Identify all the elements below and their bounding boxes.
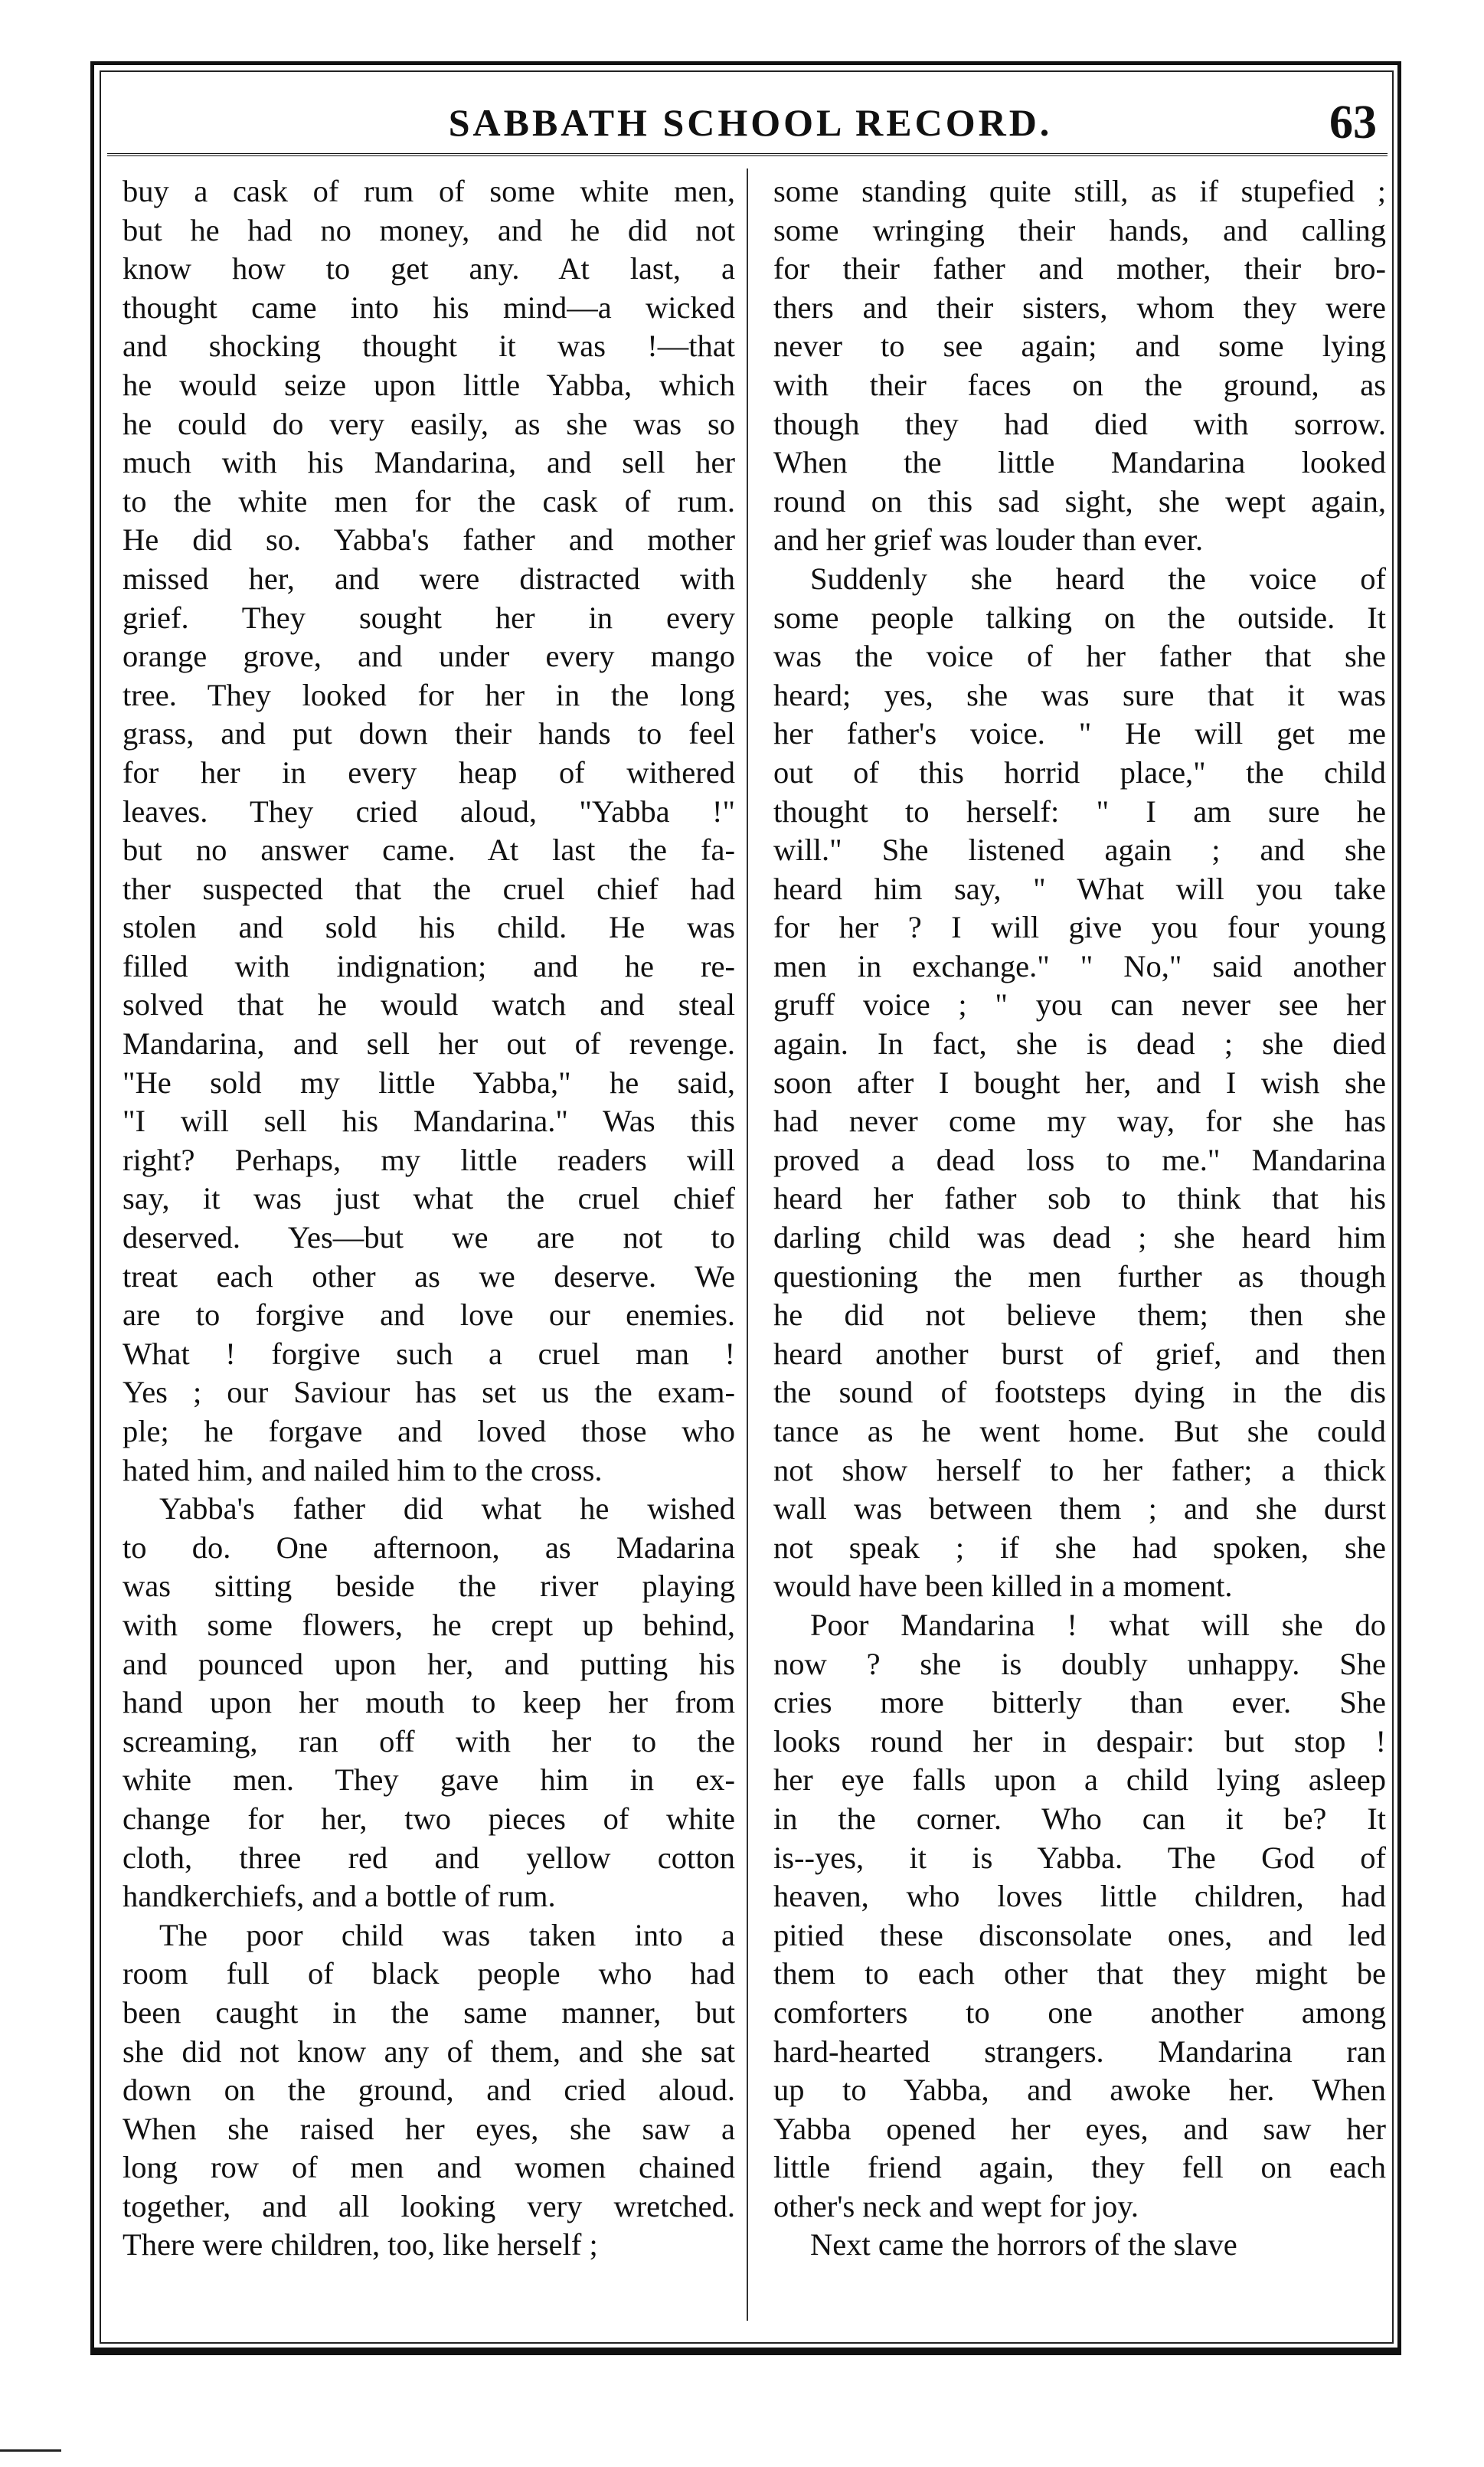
text-line: When she raised her eyes, she saw a: [123, 2111, 735, 2146]
text-line: other's neck and wept for joy.: [773, 2188, 1139, 2223]
text-line: she did not know any of them, and she sat: [123, 2033, 735, 2069]
text-line: some standing quite still, as if stupefied ;: [773, 174, 1386, 208]
text-line: Yes ; our Saviour has set us the exam-: [123, 1375, 735, 1410]
paragraph: [773, 560, 1386, 1606]
running-title: SABBATH SCHOOL RECORD.: [448, 101, 1053, 144]
text-line: hated him, and nailed him to the cross.: [123, 1452, 603, 1487]
text-line: stolen and sold his child. He was: [123, 910, 735, 945]
text-line: her father's voice. " He will get me: [773, 716, 1386, 751]
text-line: pitied these disconsolate ones, and led: [773, 1917, 1386, 1952]
text-line: with some flowers, he crept up behind,: [123, 1607, 735, 1642]
text-line: wall was between them ; and she durst: [773, 1491, 1386, 1526]
text-line: comforters to one another among: [773, 1994, 1386, 2030]
text-line: with their faces on the ground, as: [773, 367, 1386, 402]
text-line: What ! forgive such a cruel man !: [123, 1336, 735, 1371]
text-line: would have been killed in a moment.: [773, 1569, 1233, 1604]
text-line: grass, and put down their hands to feel: [123, 716, 735, 751]
text-line: for her ? I will give you four young: [773, 910, 1386, 945]
text-line: say, it was just what the cruel chief: [123, 1181, 735, 1216]
text-line: was the voice of her father that she: [773, 639, 1386, 674]
text-line: much with his Mandarina, and sell her: [123, 445, 735, 480]
text-line: white men. They gave him in ex-: [123, 1762, 735, 1798]
text-line: When the little Mandarina looked: [773, 445, 1386, 480]
text-line: them to each other that they might be: [773, 1956, 1386, 1991]
text-line: ple; he forgave and loved those who: [123, 1414, 735, 1448]
column-rule: [747, 169, 748, 2321]
text-line: heard; yes, she was sure that it was: [773, 677, 1386, 712]
paragraph: [123, 172, 735, 1490]
paragraph: [773, 172, 1386, 560]
text-line: leaves. They cried aloud, "Yabba !": [123, 793, 735, 829]
text-line: not speak ; if she had spoken, she: [773, 1530, 1386, 1565]
text-line: was sitting beside the river playing: [123, 1569, 735, 1604]
text-line: Yabba opened her eyes, and saw her: [773, 2111, 1386, 2146]
text-line: are to forgive and love our enemies.: [123, 1297, 735, 1333]
text-line: screaming, ran off with her to the: [123, 1723, 735, 1759]
text-line: now ? she is doubly unhappy. She: [773, 1646, 1386, 1681]
text-line: is--yes, it is Yabba. The God of: [773, 1840, 1386, 1875]
text-line: missed her, and were distracted with: [123, 561, 735, 596]
header-rule: [107, 153, 1388, 156]
text-line: round on this sad sight, she wept again,: [773, 483, 1386, 519]
text-line: men in exchange." " No," said another: [773, 948, 1386, 983]
text-line: the sound of footsteps dying in the dis: [773, 1375, 1386, 1410]
running-head: [115, 88, 1386, 157]
text-line: together, and all looking very wretched.: [123, 2188, 735, 2223]
text-line: her eye falls upon a child lying asleep: [773, 1762, 1386, 1798]
text-line: handkerchiefs, and a bottle of rum.: [123, 1879, 556, 1914]
text-line: and pounced upon her, and putting his: [123, 1646, 735, 1681]
text-line: hand upon her mouth to keep her from: [123, 1685, 735, 1720]
text-line: up to Yabba, and awoke her. When: [773, 2073, 1386, 2108]
text-line: He did so. Yabba's father and mother: [123, 522, 735, 558]
text-line: hard-hearted strangers. Mandarina ran: [773, 2033, 1386, 2069]
text-line: to the white men for the cask of rum.: [123, 483, 735, 519]
text-line: solved that he would watch and steal: [123, 987, 735, 1022]
text-line: though they had died with sorrow.: [773, 406, 1386, 441]
text-line: questioning the men further as though: [773, 1258, 1386, 1294]
text-line: "He sold my little Yabba," he said,: [123, 1065, 735, 1100]
corner-mark: [0, 2449, 61, 2452]
text-line: room full of black people who had: [123, 1956, 735, 1991]
text-line: never to see again; and some lying: [773, 329, 1386, 364]
text-line: in the corner. Who can it be? It: [773, 1801, 1386, 1836]
text-line: cries more bitterly than ever. She: [773, 1685, 1386, 1720]
text-line: to do. One afternoon, as Madarina: [123, 1530, 735, 1565]
text-line: thought came into his mind—a wicked: [123, 290, 735, 325]
text-line: again. In fact, she is dead ; she died: [773, 1026, 1386, 1062]
text-line: out of this horrid place," the child: [773, 754, 1386, 790]
text-line: There were children, too, like herself ;: [123, 2227, 598, 2263]
text-line: and her grief was louder than ever.: [773, 522, 1204, 558]
text-line: thought to herself: " I am sure he: [773, 793, 1386, 829]
text-line: right? Perhaps, my little readers will: [123, 1142, 735, 1177]
text-line: heard another burst of grief, and then: [773, 1336, 1386, 1371]
text-line: buy a cask of rum of some white men,: [123, 174, 735, 208]
text-line: looks round her in despair: but stop !: [773, 1723, 1386, 1759]
text-line: and shocking thought it was !—that: [123, 329, 735, 364]
text-line: heard him say, " What will you take: [773, 871, 1386, 906]
paragraph: [773, 1606, 1386, 2227]
paragraph: [123, 1916, 735, 2265]
text-line: had never come my way, for she has: [773, 1104, 1386, 1139]
text-line: but he had no money, and he did not: [123, 212, 735, 247]
text-line: grief. They sought her in every: [123, 600, 735, 635]
left-column: [123, 172, 735, 2317]
text-line: change for her, two pieces of white: [123, 1801, 735, 1836]
text-line: soon after I bought her, and I wish she: [773, 1065, 1386, 1100]
text-line: little friend again, they fell on each: [773, 2150, 1386, 2185]
text-line: he would seize upon little Yabba, which: [123, 367, 735, 402]
right-column: [773, 172, 1386, 2317]
footer-rule: [90, 2351, 1401, 2355]
text-line: orange grove, and under every mango: [123, 639, 735, 674]
text-line: darling child was dead ; she heard him: [773, 1220, 1386, 1255]
text-line: Poor Mandarina ! what will she do: [810, 1607, 1386, 1642]
text-line: down on the ground, and cried aloud.: [123, 2073, 735, 2108]
text-line: deserved. Yes—but we are not to: [123, 1220, 735, 1255]
text-line: heard her father sob to think that his: [773, 1181, 1386, 1216]
text-line: ther suspected that the cruel chief had: [123, 871, 735, 906]
text-line: cloth, three red and yellow cotton: [123, 1840, 735, 1875]
text-line: but no answer came. At last the fa-: [123, 833, 735, 868]
text-line: for their father and mother, their bro-: [773, 251, 1386, 286]
text-line: tance as he went home. But she could: [773, 1414, 1386, 1448]
text-line: Yabba's father did what he wished: [159, 1491, 735, 1526]
text-line: some people talking on the outside. It: [773, 600, 1386, 635]
text-line: "I will sell his Mandarina." Was this: [123, 1104, 735, 1139]
text-line: The poor child was taken into a: [159, 1917, 735, 1952]
text-line: filled with indignation; and he re-: [123, 948, 735, 983]
paragraph: [773, 2226, 1386, 2265]
text-line: Next came the horrors of the slave: [810, 2227, 1237, 2263]
text-line: long row of men and women chained: [123, 2150, 735, 2185]
text-line: gruff voice ; " you can never see her: [773, 987, 1386, 1022]
text-line: he did not believe them; then she: [773, 1297, 1386, 1333]
paragraph: [123, 1490, 735, 1916]
text-line: for her in every heap of withered: [123, 754, 735, 790]
text-line: proved a dead loss to me." Mandarina: [773, 1142, 1386, 1177]
text-line: not show herself to her father; a thick: [773, 1452, 1386, 1487]
text-line: Mandarina, and sell her out of revenge.: [123, 1026, 735, 1062]
text-line: some wringing their hands, and calling: [773, 212, 1386, 247]
text-line: treat each other as we deserve. We: [123, 1258, 735, 1294]
text-line: Suddenly she heard the voice of: [810, 561, 1386, 596]
text-line: know how to get any. At last, a: [123, 251, 735, 286]
text-line: been caught in the same manner, but: [123, 1994, 735, 2030]
page-number: 63: [1329, 97, 1377, 149]
text-line: he could do very easily, as she was so: [123, 406, 735, 441]
text-line: tree. They looked for her in the long: [123, 677, 735, 712]
text-line: thers and their sisters, whom they were: [773, 290, 1386, 325]
text-line: will." She listened again ; and she: [773, 833, 1386, 868]
text-line: heaven, who loves little children, had: [773, 1879, 1386, 1914]
